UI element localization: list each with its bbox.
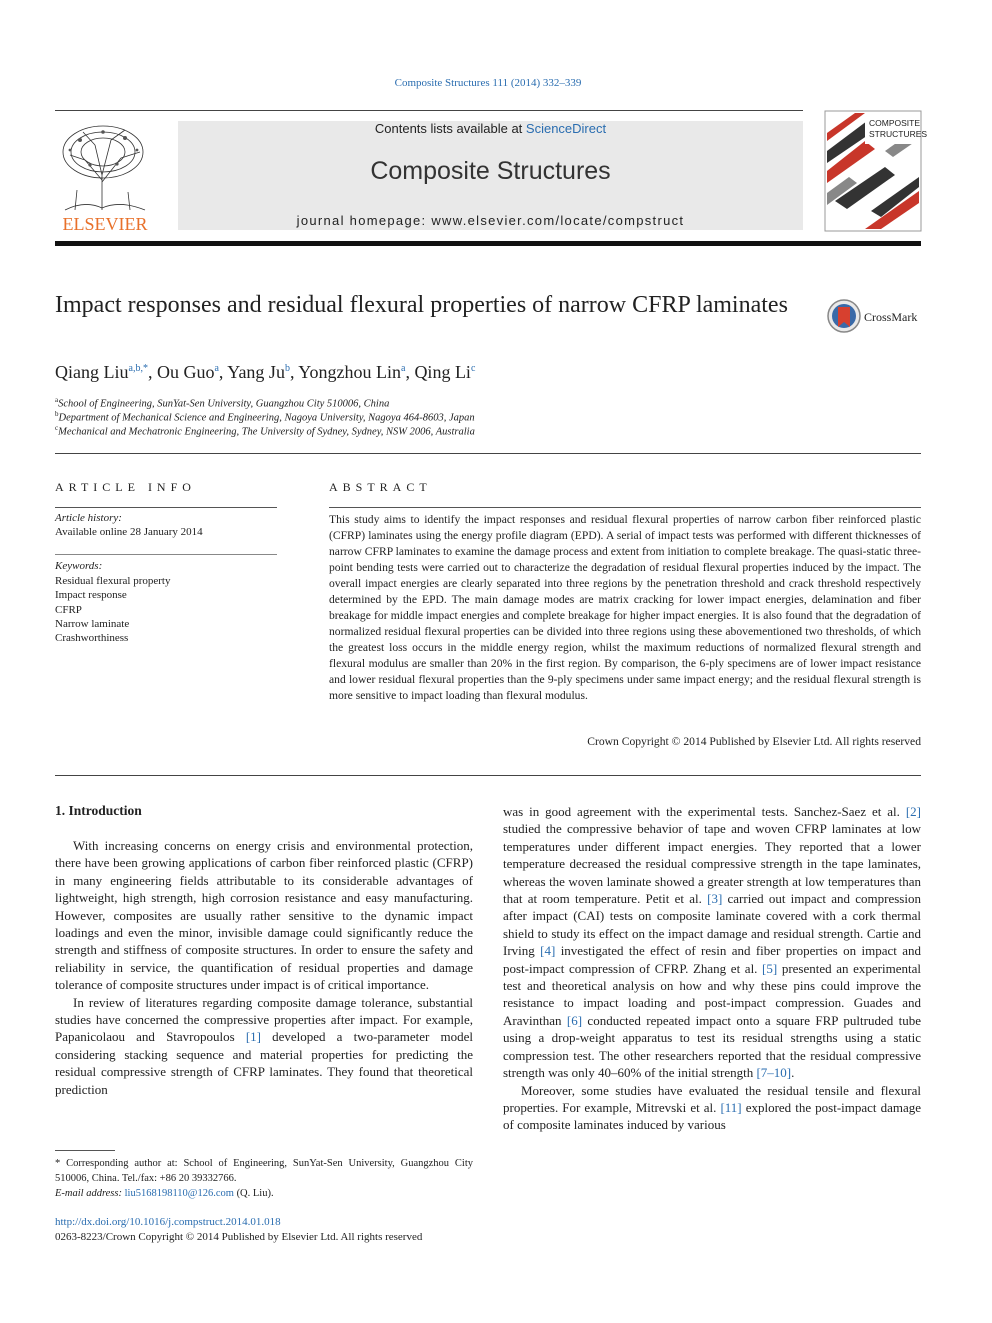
- paragraph-text: was in good agreement with the experimental tests. Sanchez-Saez et al.: [503, 804, 906, 819]
- sciencedirect-link[interactable]: ScienceDirect: [525, 121, 607, 136]
- paragraph-text: investigated the effect of resin and fiber properties on impact and post-impact compression of CFRP. Zhang et al.: [503, 943, 921, 976]
- paragraph-text: explored the post-impact damage of composite laminates induced by various: [503, 1099, 922, 1133]
- keywords-label: Keywords:: [55, 560, 103, 572]
- corresponding-author-footnote: [55, 1156, 473, 1201]
- paragraph-text: conducted repeated impact onto a square FRP pultruded tube using a drop-weight apparatus to test its residual strengths using a static compression test. The other researchers reported that the residual compressive strength was only 40–60% of the initial strength: [503, 1012, 922, 1081]
- author-name[interactable]: Yang Ju: [227, 362, 285, 382]
- doi-link[interactable]: http://dx.doi.org/10.1016/j.compstruct.2014.01.018: [55, 1216, 281, 1228]
- reference-link[interactable]: [1]: [245, 1029, 261, 1045]
- paragraph-text: studied the compressive behavior of tape and woven CFRP laminates at low temperatures under different impact energies. They reported that a lower temperature decreased the residual compressive strength in the tape laminates, whereas the woven laminate showed a greater strength at low temperatures than that at room temperature. Petit et al.: [503, 821, 921, 907]
- paragraph: [55, 994, 473, 1098]
- contents-prefix: Contents lists available at: [374, 121, 526, 136]
- affiliation-marker: c: [55, 424, 59, 432]
- article-info-rule: [55, 554, 277, 555]
- author-name[interactable]: Yongzhou Lin: [298, 362, 401, 382]
- affiliation-text: Mechanical and Mechatronic Engineering, The University of Sydney, Sydney, NSW 2006, Australia: [58, 426, 475, 438]
- affiliation-text: Department of Mechanical Science and Engineering, Nagoya University, Nagoya 464-8603, Japan: [58, 412, 475, 424]
- author-affiliation-marker[interactable]: a,b,*: [128, 363, 148, 374]
- paragraph: [503, 1082, 921, 1134]
- author-affiliation-marker[interactable]: c: [470, 363, 476, 374]
- paragraph-text: carried out impact and compression after impact (CAI) tests on composite laminate covered with a cork thermal shield to study its effect on the impact damage and residual strength. Cartie and Irving: [503, 891, 921, 959]
- affiliation-marker: b: [55, 410, 59, 418]
- keyword-list: [55, 574, 170, 645]
- paragraph-text: Moreover, some studies have evaluated the residual tensile and flexural properties. For example, Mitrevski et al.: [503, 1082, 921, 1115]
- author-name[interactable]: Qing Li: [414, 362, 471, 382]
- paragraph-text: presented an experimental test and theoretical analysis on how and why these pins could improve the resistance to impact loading and post-impact compression. Guades and Aravinthan: [503, 960, 921, 1028]
- affiliation: [55, 410, 755, 424]
- abstract-heading: ABSTRACT: [329, 480, 432, 494]
- corresponding-author-note: * Corresponding author at: School of Engineering, SunYat-Sen University, Guangzhou City 510006, China. Tel./fax: +86 20 39332766.: [55, 1158, 473, 1184]
- journal-cover-thumbnail[interactable]: [825, 111, 928, 231]
- reference-link[interactable]: [6]: [566, 1012, 583, 1028]
- abstract-copyright: Crown Copyright © 2014 Published by Elsevier Ltd. All rights reserved: [587, 735, 921, 748]
- author-name[interactable]: Qiang Liu: [55, 362, 129, 382]
- contents-line: [178, 121, 803, 136]
- homepage-prefix: journal homepage:: [296, 213, 432, 228]
- journal-homepage: [178, 213, 803, 228]
- author-affiliation-marker[interactable]: b: [284, 363, 290, 374]
- affiliation: [55, 396, 755, 410]
- reference-link[interactable]: [5]: [762, 960, 778, 976]
- svg-text:STRUCTURES: STRUCTURES: [869, 129, 928, 139]
- svg-text:COMPOSITE: COMPOSITE: [869, 118, 921, 128]
- abstract-text: This study aims to identify the impact responses and residual flexural properties of narrow carbon fiber reinforced plastic (CFRP) laminates using the energy profile diagram (EPD). A serial of impact tests was performed with different thicknesses of narrow CFRP laminates to examine the damage process and extent from initiation to complete breakage. The quasi-static three-point bending tests were carried out to characterize the degradation of residual flexural properties induced by the impact. The overall impact energies are clearly separated into three regions by the penetration threshold and crack threshold respectively determined by the EPD. The main damage modes are matrix cracking for lower impact energies, delamination and fiber breakage for middle impact energies and complete breakage for higher impact energies. It is also found that the degradation of normalized residual flexural properties can be divided into three regions using these abovementioned two thresholds, of which the greatest loss occurs in the middle energy region, whilst the maximum reductions of normalized flexural strength and flexural modulus are smaller than 20% in the first region. By comparison, the 6-ply specimens are of lower impact resistance and lower residual flexural properties than the 9-ply specimens under same impact energy; and the residual flexural strength is more sensitive to impact loading than flexural modulus.: [329, 513, 921, 702]
- paragraph: [503, 803, 921, 1082]
- reference-link[interactable]: [7–10]: [756, 1065, 792, 1081]
- article-title: Impact responses and residual flexural properties of narrow CFRP laminates: [55, 292, 788, 318]
- reference-link[interactable]: [3]: [707, 891, 723, 907]
- abstract-rule: [329, 507, 921, 508]
- article-info-heading: ARTICLE INFO: [55, 480, 196, 494]
- author-name[interactable]: Ou Guo: [156, 362, 215, 382]
- header-rule: [55, 110, 803, 111]
- paragraph-text: developed a two-parameter model considering stacking sequence and material properties for predicting the residual compressive strength of CFRP laminates. They found that theoretical prediction: [55, 1029, 473, 1097]
- body-column-right: [503, 803, 921, 1134]
- reference-link[interactable]: [11]: [720, 1099, 742, 1115]
- email-line: [55, 1186, 473, 1201]
- keyword: Narrow laminate: [55, 617, 130, 630]
- paragraph-text: .: [791, 1065, 795, 1081]
- keyword: Impact response: [55, 589, 127, 602]
- abstract-bottom-rule: [55, 775, 921, 776]
- crossmark-icon: [826, 297, 926, 337]
- affiliation: [55, 424, 755, 438]
- history-online-date: Available online 28 January 2014: [55, 526, 203, 538]
- email-link[interactable]: liu5168198110@126.com: [124, 1188, 234, 1199]
- author-affiliation-marker[interactable]: a: [400, 363, 406, 374]
- homepage-link[interactable]: www.elsevier.com/locate/compstruct: [431, 213, 685, 228]
- author-list: Qiang Liu$^{a,b,*}$, Ou Guo$^a$, Yang Ju$^b$, Yongzhou Lin$^a$, Qing Li$^c$: [55, 362, 476, 382]
- crossmark-badge[interactable]: [826, 297, 926, 337]
- paragraph: With increasing concerns on energy crisis and environmental protection, there have been growing applications of carbon fiber reinforced plastic (CFRP) in many engineering fields attributable to its considerable advantages of lightweight, high strength, high corrosion resistance and easy manufacturing. However, composites are usually rather sensitive to the dynamic impact loadings and even the minor, invisible damage could significantly reduce the strength and stiffness of composite structures. In order to ensure the safety and reliability in service, the quantification of residual properties and damage tolerance of composite structures under impact is of critical importance.: [55, 838, 473, 993]
- author-affiliation-marker[interactable]: a: [214, 363, 219, 374]
- reference-link[interactable]: [2]: [905, 804, 921, 819]
- keyword: CFRP: [55, 603, 82, 616]
- affiliation-text: School of Engineering, SunYat-Sen University, Guangzhou City 510006, China: [58, 398, 390, 410]
- svg-text:ELSEVIER: ELSEVIER: [62, 214, 148, 234]
- article-info-rule: [55, 507, 277, 508]
- affiliation-rule: [55, 453, 921, 454]
- email-label: E-mail address:: [55, 1188, 125, 1199]
- header-thick-rule: [55, 241, 921, 246]
- footnote-rule: [55, 1150, 115, 1151]
- section-heading: 1. Introduction: [55, 803, 142, 818]
- elsevier-tree-icon: [55, 120, 155, 235]
- email-suffix: (Q. Liu).: [233, 1188, 274, 1199]
- affiliation-marker: a: [55, 396, 59, 404]
- journal-name: Composite Structures: [370, 157, 611, 185]
- keyword: Residual flexural property: [55, 575, 171, 587]
- reference-link[interactable]: [4]: [540, 943, 556, 959]
- body-column-left: [55, 837, 473, 1098]
- journal-citation[interactable]: Composite Structures 111 (2014) 332–339: [394, 77, 582, 89]
- issn-copyright: 0263-8223/Crown Copyright © 2014 Published by Elsevier Ltd. All rights reserved: [55, 1231, 423, 1243]
- svg-text:CrossMark: CrossMark: [864, 310, 918, 324]
- history-label: Article history:: [55, 512, 122, 524]
- keyword: Crashworthiness: [55, 632, 129, 645]
- paragraph-text: In review of literatures regarding composite damage tolerance, substantial studies have concerned the compressive properties after impact. For example, Papanicolaou and Stavropoulos: [55, 994, 473, 1045]
- elsevier-logo: [55, 120, 155, 235]
- cover-pattern-icon: [825, 111, 928, 231]
